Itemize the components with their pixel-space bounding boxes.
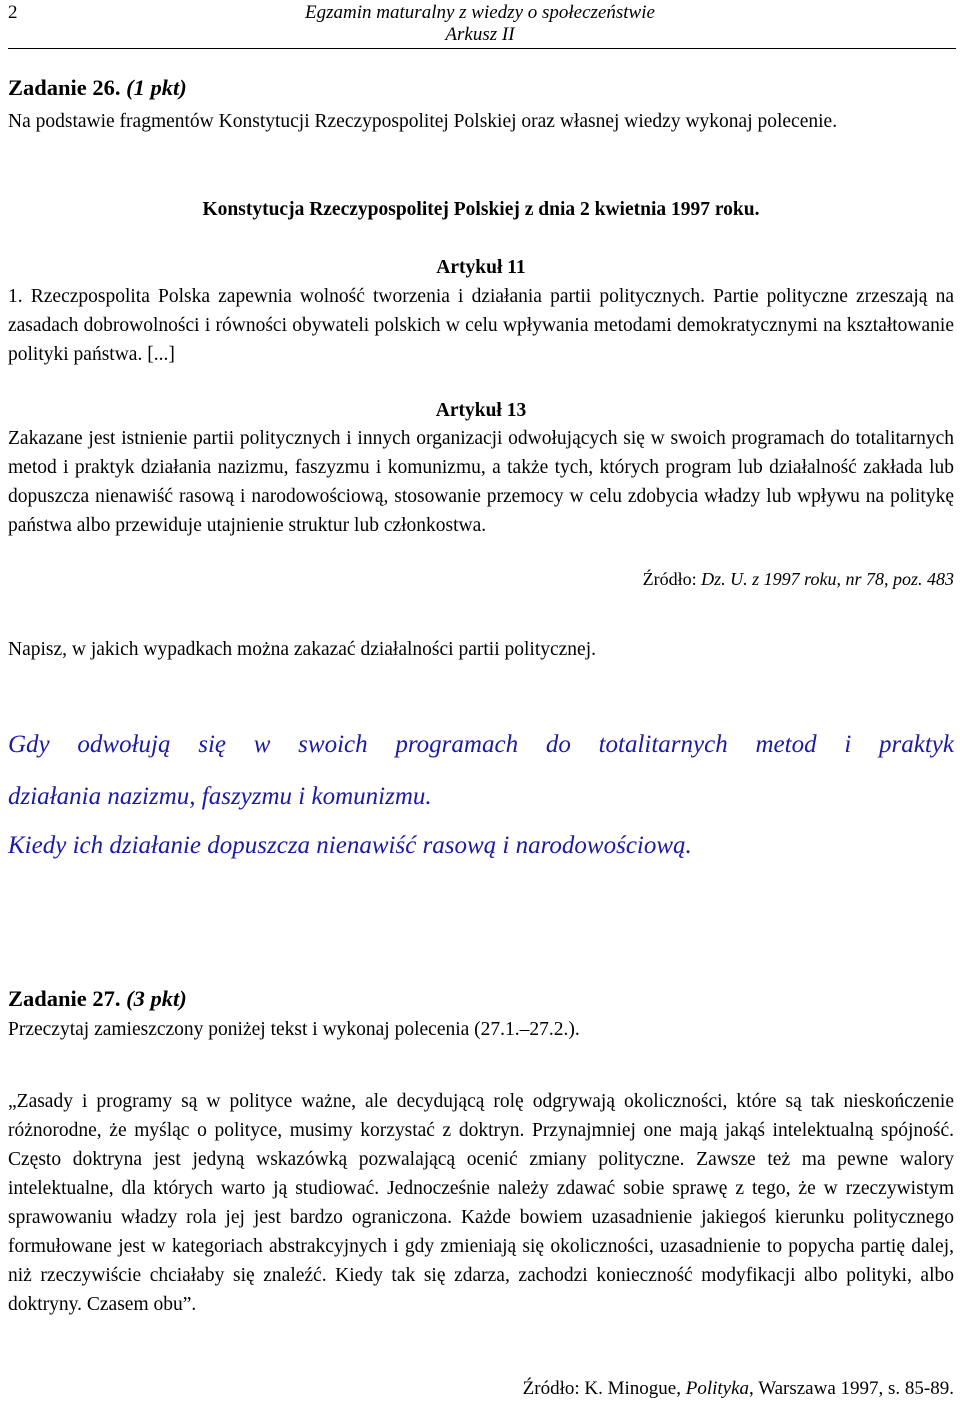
header-title: Egzamin maturalny z wiedzy o społeczeństwie [305,2,655,23]
quote-source-rest: , Warszawa 1997, s. 85-89. [749,1378,954,1399]
task26-points: (1 pkt) [126,75,187,100]
answer-line-2: działania nazizmu, faszyzmu i komunizmu. [8,783,432,810]
answer-line-1: Gdy odwołują się w swoich programach do totalitarnych metod i praktyk [8,731,954,758]
constitution-title: Konstytucja Rzeczypospolitej Polskiej z dnia 2 kwietnia 1997 roku. [202,199,760,220]
page-header [0,0,960,48]
source-citation: Dz. U. z 1997 roku, nr 78, poz. 483 [701,569,954,589]
article13-heading: Artykuł 13 [435,400,527,421]
task27-label: Zadanie 27. [8,986,121,1011]
task26-question: Napisz, w jakich wypadkach można zakazać działalności partii politycznej. [8,639,596,660]
article13-text: Zakazane jest istnienie partii politycznych i innych organizacji odwołujących się w swoich programach do totalitarnych metod i praktyk działania nazizmu, faszyzmu i komunizmu, a także tych, których program lub działalność zakłada lub dopuszcza nienawiść rasową i narodowościową, stosowanie przemocy w celu zdobycia władzy lub wpływu na politykę państwa albo przewiduje utajnienie struktur lub członkostwa. [8,428,954,536]
answer-line-3: Kiedy ich działanie dopuszcza nienawiść rasową i narodowościową. [8,832,692,859]
task27-points: (3 pkt) [126,986,187,1011]
task26-label: Zadanie 26. [8,75,121,100]
task27-instruction: Przeczytaj zamieszczony poniżej tekst i wykonaj polecenia (27.1.–27.2.). [8,1019,580,1040]
minogue-quote: „Zasady i programy są w polityce ważne, ale decydującą rolę odgrywają okoliczności, które są tak nieskończenie różnorodne, że myśląc o polityce, musimy korzystać z doktryn. Przynajmniej one mają jakąś intelektualną spójność. Często doktryna jest jedyną wskazówką pozwalającą ocenić zmiany polityczne. Zawsze też ma pewne walory intelektualne, dla których warto ją studiować. Jednocześnie należy zdawać sobie sprawę z tego, że w rzeczywistym sprawowaniu władzy rola jej jest bardzo ograniczona. Każde bowiem uzasadnienie jakiegoś kierunku politycznego formułowane jest w kategoriach abstrakcyjnych i gdy zmieniają się okoliczności, uzasadnienie to popycha partię dalej, niż rzeczywiście chciałaby się znaleźć. Kiedy tak się zdarza, zachodzi konieczność modyfikacji albo polityki, albo doktryny. Czasem obu”. [8,1091,954,1315]
quote-source-prefix: Źródło: K. Minogue, [522,1378,686,1399]
source-label: Źródło: [642,569,702,589]
task27-heading [8,984,954,1013]
article11-heading: Artykuł 11 [436,257,526,278]
task26-instruction: Na podstawie fragmentów Konstytucji Rzeczypospolitej Polskiej oraz własnej wiedzy wykonaj polecenie. [8,111,838,132]
header-divider [8,48,956,49]
task26-heading [8,73,954,102]
quote-source-book: Polityka [685,1378,750,1399]
quote-source [8,1374,954,1403]
article-source [8,565,954,594]
header-subtitle: Arkusz II [445,24,515,45]
page-number: 2 [8,2,18,23]
article11-text: 1. Rzeczpospolita Polska zapewnia wolność tworzenia i działania partii politycznych. Partie polityczne zrzeszają na zasadach dobrowolności i równości obywateli polskich w celu wpływania metodami demokratycznymi na kształtowanie polityki państwa. [...] [8,286,954,365]
